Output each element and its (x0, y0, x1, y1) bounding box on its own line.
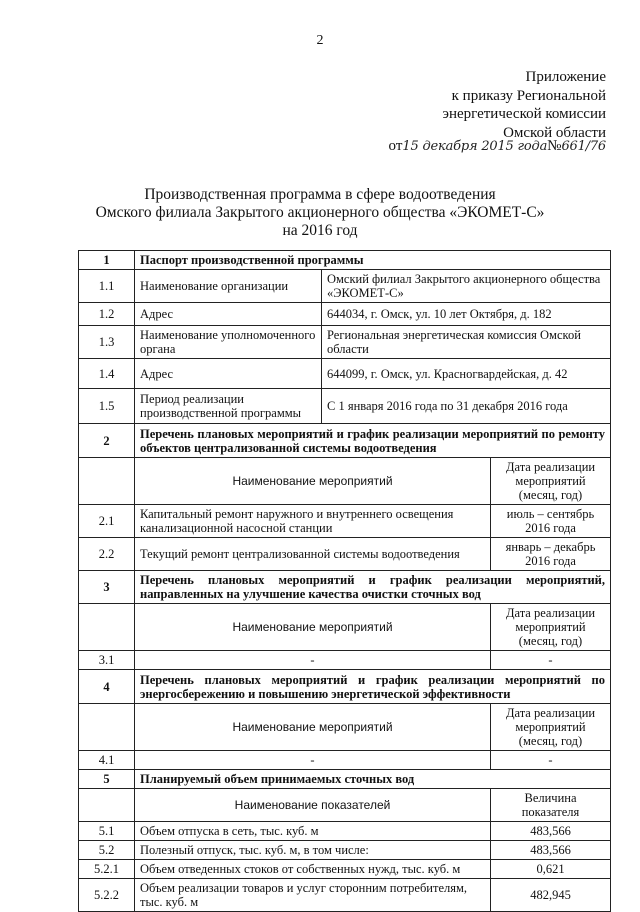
row-value: Региональная энергетическая комиссия Омской области (322, 326, 611, 359)
row-number: 5.2 (79, 841, 135, 860)
appendix-line: Приложение (525, 69, 606, 85)
section-header-row (79, 251, 611, 270)
table-row (79, 326, 611, 359)
column-header-name: Наименование мероприятий (135, 458, 491, 505)
section-title: Перечень плановых мероприятий и график реализации мероприятий по энергосбережению и повышению энергетической эффективности (135, 670, 611, 704)
row-number: 1.4 (79, 359, 135, 389)
section-header-row (79, 571, 611, 604)
appendix-line: энергетической комиссии (442, 106, 606, 122)
row-value: С 1 января 2016 года по 31 декабря 2016 года (322, 389, 611, 424)
column-header-value: Величина показателя (491, 789, 611, 822)
appendix-line: Омской области (503, 124, 606, 141)
row-name: - (135, 751, 491, 770)
row-number: 3.1 (79, 651, 135, 670)
column-header-date: Дата реализации мероприятий (месяц, год) (491, 458, 611, 505)
row-value: 483,566 (491, 822, 611, 841)
section-number: 2 (79, 424, 135, 458)
date-prefix: от (388, 138, 403, 154)
document-title (0, 186, 640, 240)
section-header-row (79, 770, 611, 789)
table-row (79, 538, 611, 571)
appendix-line: к приказу Региональной (451, 87, 606, 104)
order-line (389, 138, 606, 155)
table-row (79, 505, 611, 538)
title-line: Омского филиала Закрытого акционерного общества «ЭКОМЕТ-С» (95, 204, 545, 221)
row-number: 5.2.2 (79, 879, 135, 912)
column-header-date: Дата реализации мероприятий (месяц, год) (491, 604, 611, 651)
row-name: - (135, 651, 491, 670)
row-name: Полезный отпуск, тыс. куб. м, в том числе: (135, 841, 491, 860)
table-row (79, 389, 611, 424)
row-number: 1.3 (79, 326, 135, 359)
table-row (79, 879, 611, 912)
handwritten-number: 661/76 (561, 139, 606, 154)
section-number: 1 (79, 251, 135, 270)
column-header-row (79, 789, 611, 822)
row-label: Адрес (135, 359, 322, 389)
section-title: Планируемый объем принимаемых сточных вод (135, 770, 611, 789)
row-value: 0,621 (491, 860, 611, 879)
section-title: Паспорт производственной программы (135, 251, 611, 270)
row-number: 4.1 (79, 751, 135, 770)
title-line: на 2016 год (282, 222, 358, 239)
section-title: Перечень плановых мероприятий и график реализации мероприятий, направленных на улучшение качества очистки сточных вод (135, 571, 611, 604)
section-header-row (79, 670, 611, 704)
row-value: 482,945 (491, 879, 611, 912)
row-label: Адрес (135, 303, 322, 326)
section-number: 3 (79, 571, 135, 604)
column-header-row (79, 604, 611, 651)
row-date: - (491, 651, 611, 670)
row-value: 483,566 (491, 841, 611, 860)
column-header-row (79, 458, 611, 505)
table-row (79, 359, 611, 389)
row-number: 5.1 (79, 822, 135, 841)
page-number: 2 (316, 33, 324, 48)
row-number: 5.2.1 (79, 860, 135, 879)
row-date: январь – декабрь 2016 года (491, 538, 611, 571)
row-label: Наименование организации (135, 270, 322, 303)
program-table (78, 250, 611, 912)
table-row (79, 303, 611, 326)
title-line: Производственная программа в сфере водоотведения (144, 186, 496, 203)
row-value: 644034, г. Омск, ул. 10 лет Октября, д. 182 (322, 303, 611, 326)
column-header-name: Наименование показателей (135, 789, 491, 822)
section-number: 4 (79, 670, 135, 704)
section-header-row (79, 424, 611, 458)
handwritten-date: 15 декабря 2015 года (402, 139, 548, 154)
section-number: 5 (79, 770, 135, 789)
appendix-block (443, 68, 606, 142)
row-name: Объем отпуска в сеть, тыс. куб. м (135, 822, 491, 841)
row-number: 1.2 (79, 303, 135, 326)
table-row (79, 651, 611, 670)
row-date: - (491, 751, 611, 770)
table-row (79, 822, 611, 841)
number-prefix: № (547, 138, 562, 154)
column-header-date: Дата реализации мероприятий (месяц, год) (491, 704, 611, 751)
row-label: Период реализации производственной программы (135, 389, 322, 424)
column-header-row (79, 704, 611, 751)
column-header-name: Наименование мероприятий (135, 704, 491, 751)
table-row (79, 751, 611, 770)
table-row (79, 841, 611, 860)
row-name: Объем отведенных стоков от собственных нужд, тыс. куб. м (135, 860, 491, 879)
section-title: Перечень плановых мероприятий и график реализации мероприятий по ремонту объектов централизованной системы водоотведения (135, 424, 611, 458)
row-label: Наименование уполномоченного органа (135, 326, 322, 359)
row-value: 644099, г. Омск, ул. Красногвардейская, д. 42 (322, 359, 611, 389)
table-row (79, 270, 611, 303)
row-number: 1.1 (79, 270, 135, 303)
row-number: 1.5 (79, 389, 135, 424)
table-row (79, 860, 611, 879)
row-value: Омский филиал Закрытого акционерного общества «ЭКОМЕТ-С» (322, 270, 611, 303)
row-number: 2.2 (79, 538, 135, 571)
column-header-name: Наименование мероприятий (135, 604, 491, 651)
row-name: Текущий ремонт централизованной системы водоотведения (135, 538, 491, 571)
row-number: 2.1 (79, 505, 135, 538)
row-name: Капитальный ремонт наружного и внутреннего освещения канализационной насосной станции (135, 505, 491, 538)
row-date: июль – сентябрь 2016 года (491, 505, 611, 538)
row-name: Объем реализации товаров и услуг сторонним потребителям, тыс. куб. м (135, 879, 491, 912)
